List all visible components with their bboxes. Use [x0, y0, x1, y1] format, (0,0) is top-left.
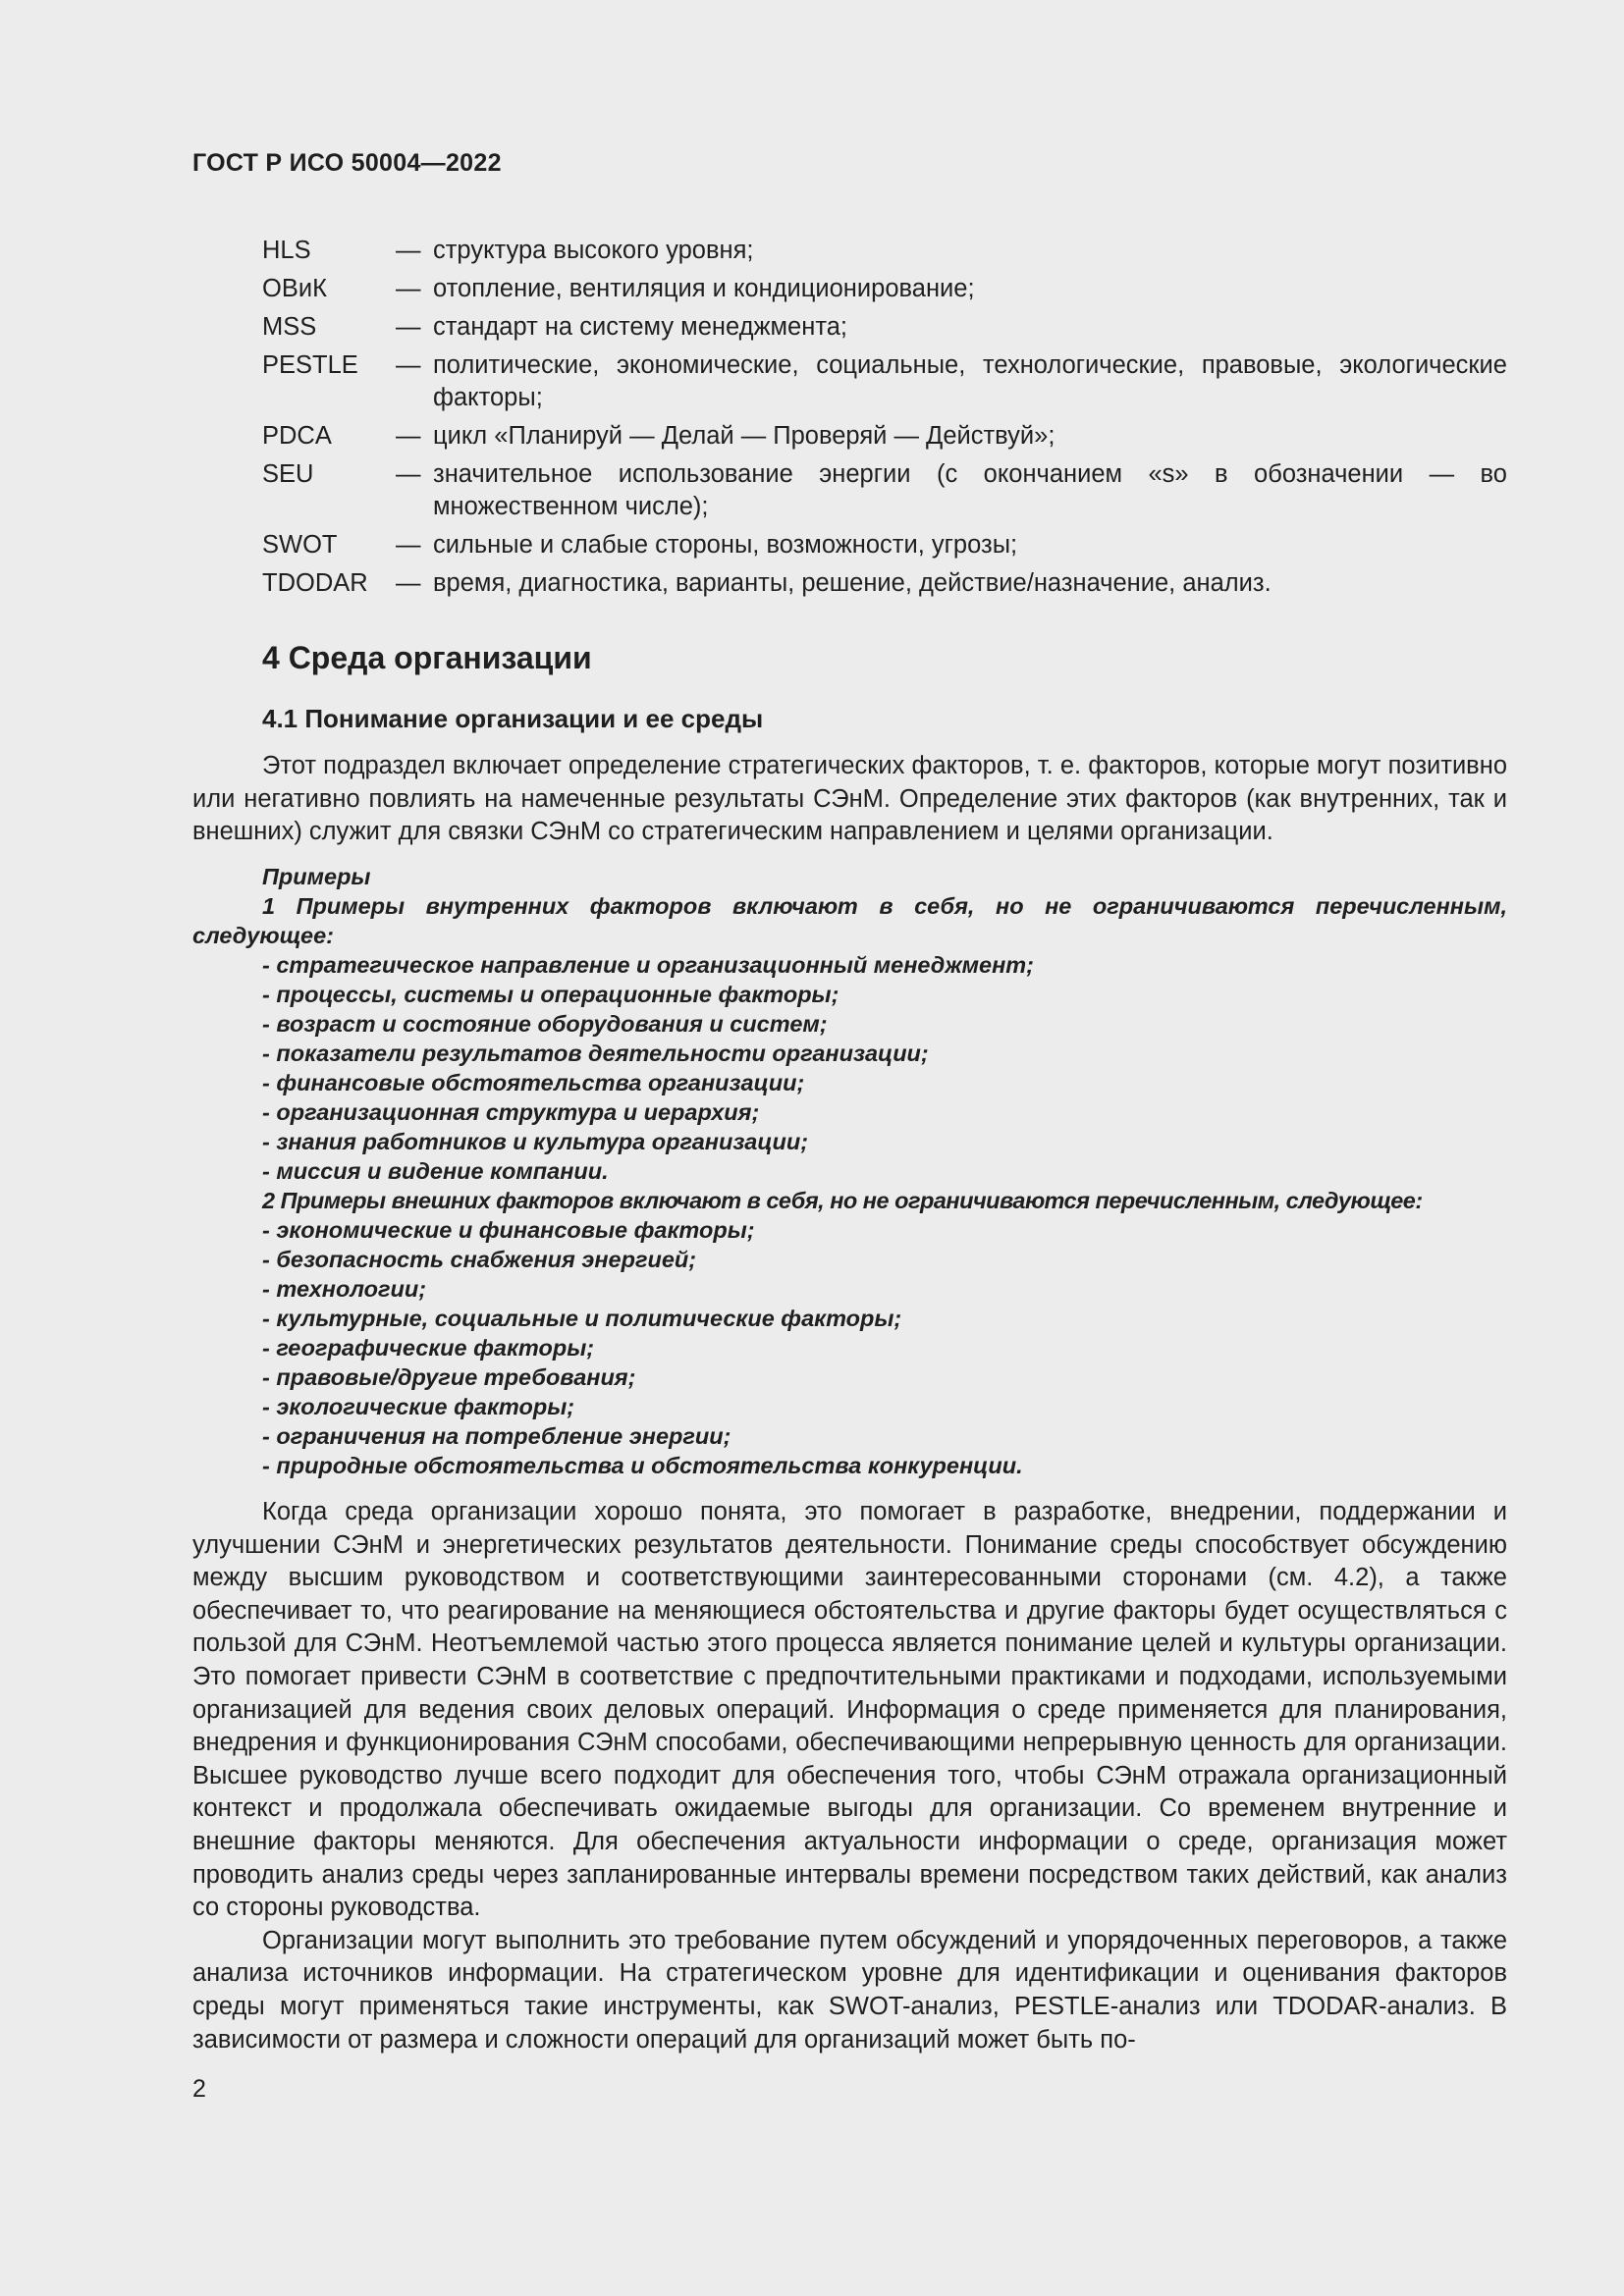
abbreviation-dash: — [396, 313, 421, 341]
abbreviation-term: ОВиК [262, 275, 327, 302]
list-item: - ограничения на потребление энергии; [262, 1423, 731, 1449]
abbreviation-definition: время, диагностика, варианты, решение, действие/назначение, анализ. [433, 569, 1272, 597]
abbreviation-definition: стандарт на систему менеджмента; [433, 313, 847, 341]
internal-examples-intro: 1 Примеры внутренних факторов включают в себя, но не ограничиваются перечисленным, следующее: [192, 893, 1507, 948]
abbreviation-row [262, 311, 1507, 344]
abbreviation-definition: значительное использование энергии (с окончанием «s» в обозначении — во множественном числе); [433, 460, 1507, 520]
abbreviation-dash: — [396, 569, 421, 597]
abbreviation-row [262, 273, 1507, 305]
list-item: - знания работников и культура организации; [262, 1129, 809, 1154]
list-item: - стратегическое направление и организационный менеджмент; [262, 952, 1034, 978]
abbreviation-definition: структура высокого уровня; [433, 237, 754, 264]
abbreviation-row [262, 529, 1507, 561]
body-paragraph: Организации могут выполнить это требование путем обсуждений и упорядоченных переговоров, а также анализа источников информации. На стратегическом уровне для идентификации и оценивания факторов среды могут применяться такие инструменты, как SWOT-анализ, PESTLE-анализ или TDODAR-анализ. В зависимости от размера и сложности операций для организаций может быть по- [192, 1926, 1507, 2054]
list-item: - финансовые обстоятельства организации; [262, 1070, 805, 1095]
abbreviation-term: HLS [262, 237, 311, 264]
abbreviation-term: PDCA [262, 422, 332, 450]
document-header: ГОСТ Р ИСО 50004—2022 [192, 149, 502, 177]
examples-block [192, 862, 1507, 1480]
section-title: 4 Среда организации [262, 640, 592, 675]
abbreviation-definition: сильные и слабые стороны, возможности, угрозы; [433, 531, 1018, 559]
list-item: - организационная структура и иерархия; [262, 1099, 760, 1125]
abbreviation-row [262, 458, 1507, 523]
abbreviation-definition: отопление, вентиляция и кондиционирование; [433, 275, 975, 302]
abbreviation-dash: — [396, 275, 421, 302]
abbreviation-row [262, 420, 1507, 453]
list-item: - процессы, системы и операционные факторы; [262, 982, 839, 1007]
abbreviation-term: TDODAR [262, 569, 368, 597]
intro-block [192, 750, 1507, 849]
abbreviation-definition: политические, экономические, социальные, технологические, правовые, экологические факторы; [433, 351, 1507, 411]
abbreviation-row [262, 567, 1507, 600]
abbreviation-dash: — [396, 422, 421, 450]
abbreviation-dash: — [396, 237, 421, 264]
list-item: - возраст и состояние оборудования и систем; [262, 1011, 828, 1037]
abbreviation-row [262, 235, 1507, 267]
list-item: - природные обстоятельства и обстоятельства конкуренции. [262, 1453, 1023, 1478]
list-item: - экологические факторы; [262, 1394, 575, 1419]
list-item: - правовые/другие требования; [262, 1364, 636, 1390]
list-item: - миссия и видение компании. [262, 1158, 609, 1184]
abbreviation-dash: — [396, 531, 421, 559]
list-item: - культурные, социальные и политические факторы; [262, 1306, 902, 1331]
abbreviation-list [262, 235, 1507, 606]
abbreviation-dash: — [396, 351, 421, 379]
list-item: - безопасность снабжения энергией; [262, 1247, 697, 1272]
body-paragraph: Когда среда организации хорошо понята, это помогает в разработке, внедрении, поддержании и улучшении СЭнМ и энергетических результатов деятельности. Понимание среды способствует обсуждению между высшим руководством и соответствующими заинтересованными сторонами (см. 4.2), а также обеспечивает то, что реагирование на меняющиеся обстоятельства и другие факторы будет осуществляться с пользой для СЭнМ. Неотъемлемой частью этого процесса является понимание целей и культуры организации. Это помогает привести СЭнМ в соответствие с предпочтительными практиками и подходами, используемыми организацией для ведения своих деловых операций. Информация о среде применяется для планирования, внедрения и функционирования СЭнМ способами, обеспечивающими непрерывную ценность для организации. Высшее руководство лучше всего подходит для обеспечения того, чтобы СЭнМ отражала организационный контекст и продолжала обеспечивать ожидаемые выгоды для организации. Со временем внутренние и внешние факторы меняются. Для обеспечения актуальности информации о среде, организация может проводить анализ среды через запланированные интервалы времени посредством таких действий, как анализ со стороны руководства. [192, 1498, 1507, 1922]
abbreviation-row [262, 349, 1507, 414]
intro-paragraph: Этот подраздел включает определение стратегических факторов, т. е. факторов, которые могут позитивно или негативно повлиять на намеченные результаты СЭнМ. Определение этих факторов (как внутренних, так и внешних) служит для связки СЭнМ со стратегическим направлением и целями организации. [192, 752, 1507, 846]
list-item: - технологии; [262, 1276, 427, 1302]
abbreviation-term: MSS [262, 313, 317, 341]
abbreviation-term: SWOT [262, 531, 338, 559]
list-item: - географические факторы; [262, 1335, 595, 1361]
body-block [192, 1496, 1507, 2056]
page-number: 2 [192, 2075, 206, 2103]
subsection-title: 4.1 Понимание организации и ее среды [262, 704, 764, 733]
examples-title: Примеры [262, 864, 371, 889]
abbreviation-definition: цикл «Планируй — Делай — Проверяй — Действуй»; [433, 422, 1056, 450]
abbreviation-term: SEU [262, 460, 314, 488]
external-examples-intro: 2 Примеры внешних факторов включают в себя, но не ограничиваются перечисленным, следующее: [262, 1188, 1423, 1213]
list-item: - показатели результатов деятельности организации; [262, 1041, 929, 1066]
abbreviation-term: PESTLE [262, 351, 358, 379]
list-item: - экономические и финансовые факторы; [262, 1217, 755, 1243]
abbreviation-dash: — [396, 460, 421, 488]
